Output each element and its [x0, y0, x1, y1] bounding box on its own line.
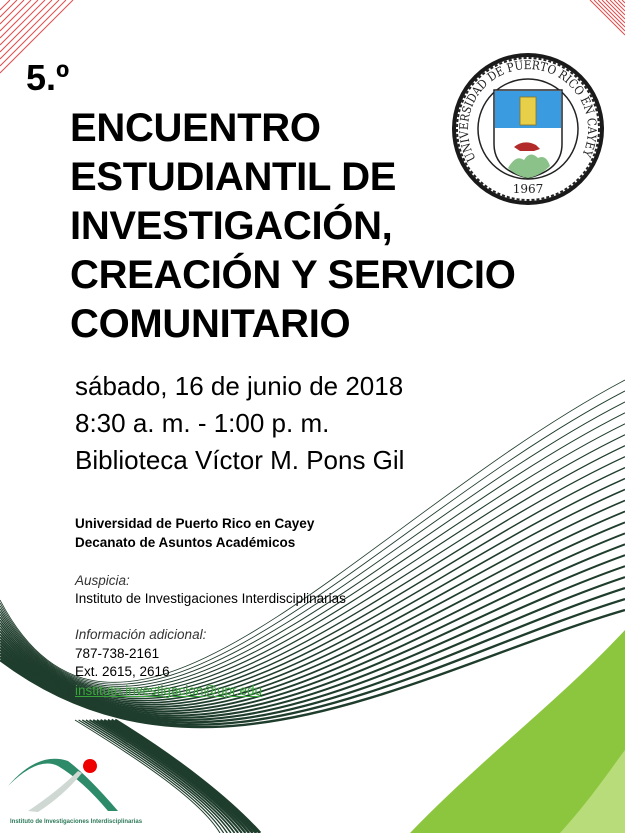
- stripe: [610, 0, 625, 15]
- organizer-dean: Decanato de Asuntos Académicos: [75, 535, 296, 550]
- contact-label: Información adicional:: [75, 627, 207, 642]
- stripe: [0, 0, 17, 17]
- contact-phone: 787-738-2161: [75, 645, 160, 661]
- contact-email-link[interactable]: instituto.investigacion@upr.edu: [75, 682, 263, 698]
- title-line: COMUNITARIO: [70, 302, 351, 346]
- event-place: Biblioteca Víctor M. Pons Gil: [75, 445, 405, 475]
- event-details: [75, 368, 404, 479]
- institute-logo: [8, 736, 138, 816]
- seal-year: 1967: [512, 182, 544, 196]
- red-stripes-top-right: [590, 0, 625, 35]
- contact-ext: Ext. 2615, 2616: [75, 664, 170, 679]
- title-line: INVESTIGACIÓN,: [70, 204, 393, 248]
- stripe: [598, 0, 625, 27]
- stripe: [0, 0, 45, 45]
- event-date: sábado, 16 de junio de 2018: [75, 371, 404, 401]
- stripe: [0, 0, 24, 24]
- university-seal: [448, 52, 608, 207]
- event-time: 8:30 a. m. - 1:00 p. m.: [75, 408, 330, 438]
- institute-logo-text: Instituto de Investigaciones Interdisciplinarias: [10, 819, 143, 825]
- stripe: [618, 0, 625, 7]
- edition-number: 5.º: [26, 57, 70, 98]
- sponsor: [75, 572, 346, 608]
- title-line: ESTUDIANTIL DE: [70, 155, 397, 199]
- contact-info: [75, 626, 262, 700]
- stripe: [0, 0, 52, 52]
- stripe: [594, 0, 625, 31]
- organizer: [75, 514, 314, 552]
- seal-ring-text: UNIVERSIDAD DE PUERTO RICO EN CAYEY: [456, 57, 600, 165]
- title-line: ENCUENTRO: [70, 106, 321, 150]
- title-line: CREACIÓN Y SERVICIO: [70, 253, 516, 297]
- sponsor-label: Auspicia:: [75, 573, 130, 588]
- sponsor-name: Instituto de Investigaciones Interdisciplinarias: [75, 591, 346, 606]
- stripe: [606, 0, 625, 19]
- organizer-university: Universidad de Puerto Rico en Cayey: [75, 516, 315, 531]
